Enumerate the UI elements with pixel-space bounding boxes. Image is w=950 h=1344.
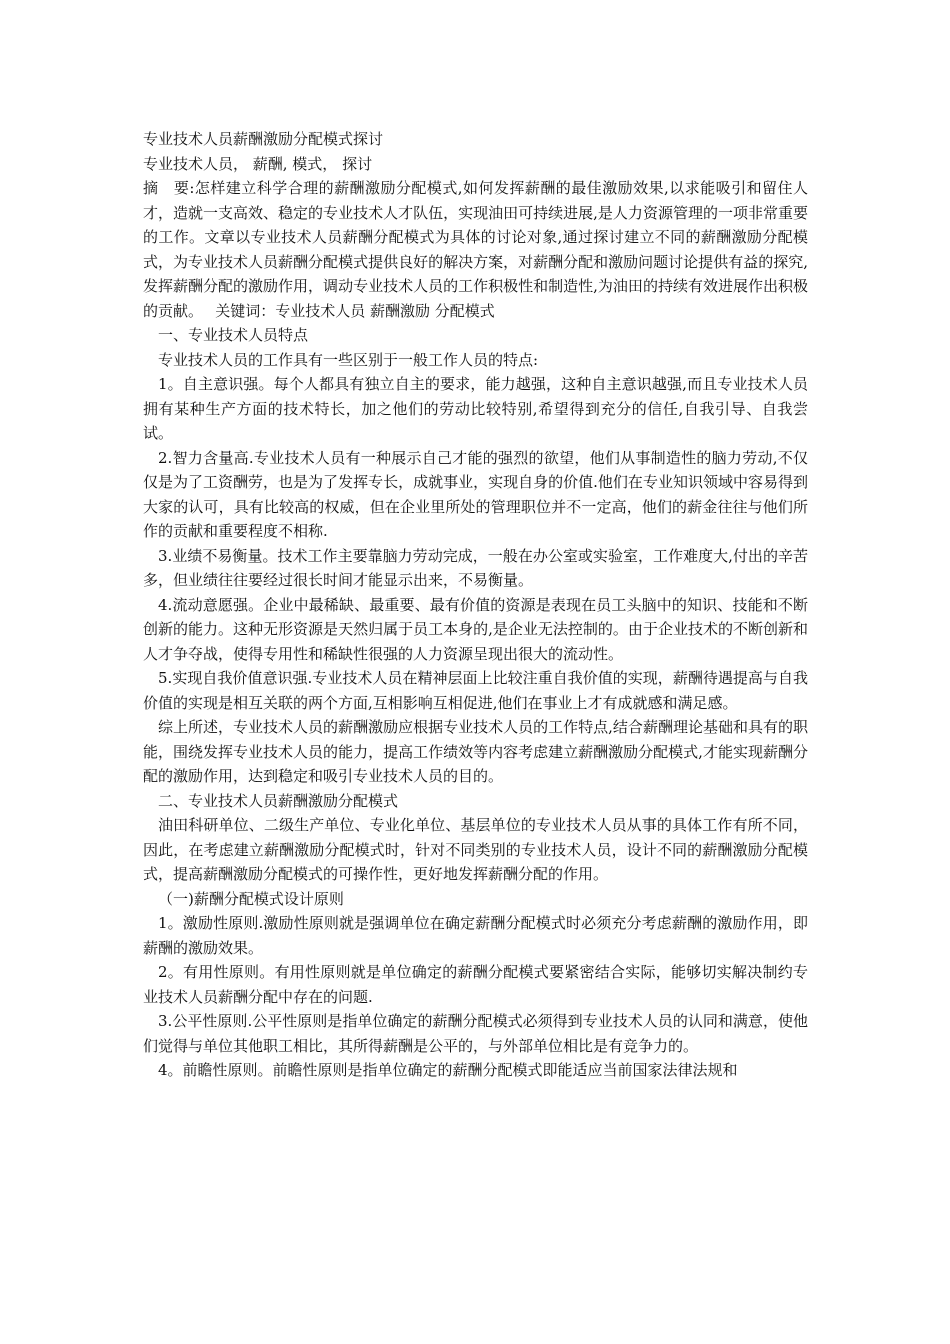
paragraph: 5.实现自我价值意识强.专业技术人员在精神层面上比较注重自我价值的实现，薪酬待遇提高与自我价值的实现是相互关联的两个方面,互相影响互相促进,他们在事业上才有成就感和满足感。 — [143, 669, 808, 712]
paragraph: 1。激励性原则.激励性原则就是强调单位在确定薪酬分配模式时必须充分考虑薪酬的激励作用，即薪酬的激励效果。 — [143, 914, 808, 957]
paragraph: 专业技术人员的工作具有一些区别于一般工作人员的特点: — [158, 350, 539, 369]
paragraph: 1。自主意识强。每个人都具有独立自主的要求，能力越强，这种自主意识越强,而且专业技术人员拥有某种生产方面的技术特长，加之他们的劳动比较特别,希望得到充分的信任,自我引导、自我尝试。 — [143, 375, 808, 442]
section-heading-2: 二、专业技术人员薪酬激励分配模式 — [158, 791, 399, 810]
doc-abstract: 摘 要:怎样建立科学合理的薪酬激励分配模式,如何发挥薪酬的最佳激励效果,以求能吸引和留住人才，造就一支高效、稳定的专业技术人才队伍，实现油田可持续进展,是人力资源管理的一项非常重要的工作。文章以专业技术人员薪酬分配模式为具体的讨论对象,通过探讨建立不同的薪酬激励分配模式，为专业技术人员薪酬分配模式提供良好的解决方案，对薪酬分配和激励问题讨论提供有益的探究,发挥薪酬分配的激励作用，调动专业技术人员的工作积极性和制造性,为油田的持续有效进展作出积极的贡献。 关键词：专业技术人员 薪酬激励 分配模式 — [143, 179, 808, 320]
section-heading-1: 一、专业技术人员特点 — [158, 326, 309, 344]
paragraph: 油田科研单位、二级生产单位、专业化单位、基层单位的专业技术人员从事的具体工作有所不同，因此，在考虑建立薪酬激励分配模式时，针对不同类别的专业技术人员，设计不同的薪酬激励分配模式，提高薪酬激励分配模式的可操作性，更好地发挥薪酬分配的作用。 — [143, 816, 808, 883]
paragraph: 3.公平性原则.公平性原则是指单位确定的薪酬分配模式必须得到专业技术人员的认同和满意，使他们觉得与单位其他职工相比，其所得薪酬是公平的，与外部单位相比是有竞争力的。 — [143, 1012, 808, 1055]
paragraph: 2。有用性原则。有用性原则就是单位确定的薪酬分配模式要紧密结合实际，能够切实解决制约专业技术人员薪酬分配中存在的问题. — [143, 963, 808, 1006]
paragraph: 3.业绩不易衡量。技术工作主要靠脑力劳动完成，一般在办公室或实验室，工作难度大,付出的辛苦多，但业绩往往要经过很长时间才能显示出来，不易衡量。 — [143, 546, 808, 589]
paragraph: 4.流动意愿强。企业中最稀缺、最重要、最有价值的资源是表现在员工头脑中的知识、技能和不断创新的能力。这种无形资源是天然归属于员工本身的,是企业无法控制的。由于企业技术的不断创新和人才争夺战，使得专用性和稀缺性很强的人力资源呈现出很大的流动性。 — [143, 595, 808, 663]
paragraph: 综上所述，专业技术人员的薪酬激励应根据专业技术人员的工作特点,结合薪酬理论基础和具有的职能，围绕发挥专业技术人员的能力，提高工作绩效等内容考虑建立薪酬激励分配模式,才能实现薪酬分配的激励作用，达到稳定和吸引专业技术人员的目的。 — [143, 718, 808, 785]
doc-title: 专业技术人员薪酬激励分配模式探讨 — [143, 130, 384, 148]
paragraph: 4。前瞻性原则。前瞻性原则是指单位确定的薪酬分配模式即能适应当前国家法律法规和 — [158, 1061, 738, 1079]
paragraph: 2.智力含量高.专业技术人员有一种展示自己才能的强烈的欲望，他们从事制造性的脑力劳动,不仅仅是为了工资酬劳，也是为了发挥专长，成就事业，实现自身的价值.他们在专业知识领域中容易得到大家的认可，具有比较高的权威，但在企业里所处的管理职位并不一定高，他们的薪金往往与他们所作的贡献和重要程度不相称. — [143, 448, 808, 540]
subsection-heading: （一)薪酬分配模式设计原则 — [158, 889, 344, 908]
document-page — [143, 127, 808, 1083]
doc-keywords-line: 专业技术人员， 薪酬, 模式， 探讨 — [143, 154, 373, 173]
